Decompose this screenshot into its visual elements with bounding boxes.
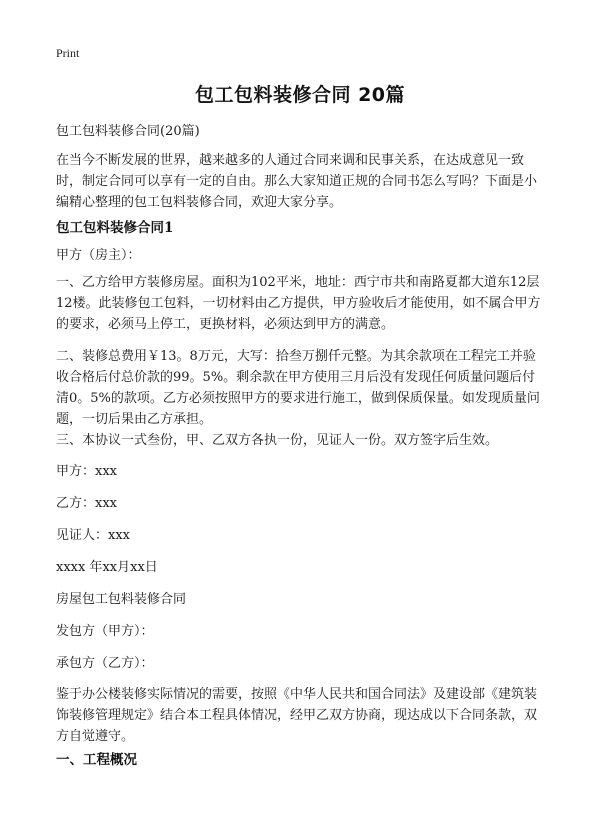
clause-3: 三、本协议一式叁份，甲、乙双方各执一份，见证人一份。双方签字后生效。: [56, 433, 499, 448]
signature-party-a: 甲方：xxx: [56, 464, 117, 479]
section-1-heading: 一、工程概况: [56, 752, 137, 768]
intro-paragraph: 在当今不断发展的世界，越来越多的人通过合同来调和民事关系，在达成意见一致时，制定合同可以享有一定的自由。那么大家知道正规的合同书怎么写吗？下面是小编精心整理的包工包料装修合同，欢迎大家分享。: [56, 153, 538, 210]
print-label: Print: [56, 46, 80, 60]
contractor-label: 承包方（乙方）：: [56, 656, 154, 671]
employer-label: 发包方（甲方）：: [56, 624, 154, 639]
clause-2: 二、装修总费用￥13。8万元，大写：拾叁万捌仟元整。为其余款项在工程完工并验收合格后付总价款的99。5%。剩余款在甲方使用三月后没有发现任何质量问题后付清0。5%的款项。乙方必须按照甲方的要求进行施工，做到保质保量。如发现质量问题，一切后果由乙方承担。: [56, 349, 540, 427]
clause-1: 一、乙方给甲方装修房屋。面积为102平米，地址：西宁市共和南路夏都大道东12层12楼。此装修包工包料，一切材料由乙方提供，甲方验收后才能使用，如不属合甲方的要求，必须马上停工，更换材料，必须达到甲方的满意。: [56, 275, 541, 332]
document-subtitle: 包工包料装修合同(20篇): [56, 124, 200, 139]
preamble-paragraph: 鉴于办公楼装修实际情况的需要，按照《中华人民共和国合同法》及建设部《建筑装饰装修管理规定》结合本工程具体情况，经甲乙双方协商，现达成以下合同条款，双方自觉遵守。: [56, 687, 538, 744]
contract1-heading: 包工包料装修合同1: [56, 220, 174, 236]
signature-witness: 见证人：xxx: [56, 528, 130, 543]
signature-party-b: 乙方：xxx: [56, 496, 117, 511]
contract2-title: 房屋包工包料装修合同: [56, 592, 187, 607]
document-title: 包工包料装修合同 20篇: [194, 84, 406, 106]
signature-date: xxxx 年xx月xx日: [56, 560, 158, 575]
party-a-owner-label: 甲方（房主）：: [56, 248, 141, 263]
